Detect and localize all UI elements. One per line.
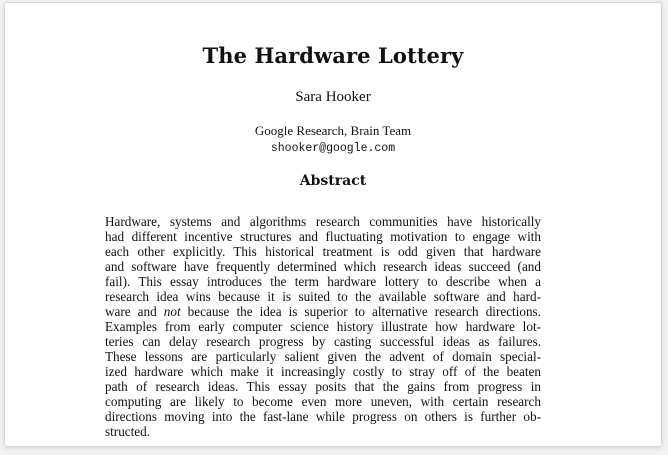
paper-title: The Hardware Lottery	[202, 43, 464, 68]
abstract-line: Examples from early computer science history illustrate how hardware lot-	[105, 319, 541, 334]
author-email: shooker@google.com	[270, 142, 396, 155]
author-name: Sara Hooker	[295, 89, 371, 105]
abstract-line: had different incentive structures and fluctuating motivation to engage with	[105, 229, 541, 244]
abstract-body	[105, 214, 541, 439]
paper-page	[4, 2, 662, 447]
emphasis-not: not	[163, 304, 181, 319]
abstract-line: teries can delay research progress by casting successful ideas as failures.	[105, 334, 541, 349]
abstract-line: ized hardware which make it increasingly costly to stray off of the beaten	[105, 364, 541, 379]
abstract-line	[105, 304, 541, 319]
abstract-line: fail). This essay introduces the term hardware lottery to describe when a	[105, 274, 541, 289]
author-affiliation: Google Research, Brain Team	[254, 123, 412, 138]
abstract-text: because the idea is superior to alternative research directions.	[180, 304, 541, 319]
abstract-line: structed.	[105, 424, 151, 439]
abstract-line: research idea wins because it is suited to the available software and hard-	[105, 289, 541, 304]
abstract-line: and software have frequently determined which research ideas succeed (and	[105, 259, 541, 274]
abstract-line: directions moving into the fast-lane while progress on others is further ob-	[105, 409, 541, 424]
abstract-line: path of research ideas. This essay posits that the gains from progress in	[105, 379, 541, 394]
abstract-text: ware and	[105, 304, 164, 319]
abstract-line: Hardware, systems and algorithms research communities have historically	[105, 214, 541, 229]
abstract-line: computing are likely to become even more uneven, with certain research	[105, 394, 541, 409]
abstract-line: each other explicitly. This historical treatment is odd given that hardware	[105, 244, 541, 259]
abstract-heading: Abstract	[299, 173, 367, 189]
abstract-line: These lessons are particularly salient given the advent of domain special-	[105, 349, 541, 364]
